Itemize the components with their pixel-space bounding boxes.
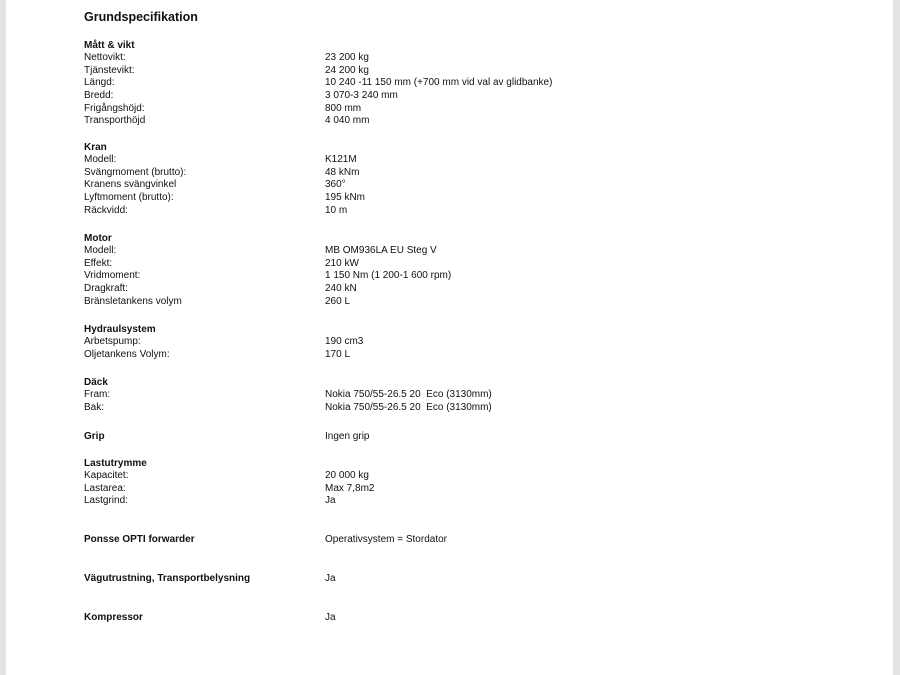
spec-row [84, 179, 884, 192]
spec-value: 3 070-3 240 mm [325, 90, 398, 102]
spec-value: Max 7,8m2 [325, 482, 375, 494]
section-ponsse-opti [84, 533, 884, 546]
spec-value: 210 kW [325, 257, 359, 269]
spec-row [84, 115, 884, 128]
spec-label: Transporthöjd [84, 115, 146, 127]
spec-row [84, 402, 884, 415]
spec-row [84, 296, 884, 309]
spec-label: Modell: [84, 245, 117, 256]
spec-value: Ja [325, 573, 336, 584]
spec-value: 800 mm [325, 102, 362, 114]
spec-label: Nettovikt: [84, 52, 126, 63]
spec-value: 170 L [325, 348, 351, 360]
spec-row [84, 167, 884, 180]
spec-value: K121M [325, 154, 357, 165]
spec-row [84, 258, 884, 271]
spec-row [84, 192, 884, 205]
spec-value: 48 kNm [325, 166, 360, 178]
spec-label: Längd: [84, 77, 115, 89]
spec-row [84, 245, 884, 258]
spec-value: 23 200 kg [325, 52, 369, 63]
spec-label: Kranens svängvinkel [84, 179, 177, 191]
section-matt-vikt [84, 39, 884, 128]
section-title: Kran [84, 142, 107, 153]
spec-label: Effekt: [84, 257, 113, 269]
spec-row [84, 336, 884, 349]
spec-value: 4 040 mm [325, 115, 370, 127]
spec-row [84, 495, 884, 508]
section-dack [84, 376, 884, 414]
spec-value: 190 cm3 [325, 336, 364, 347]
spec-value: 260 L [325, 295, 351, 307]
spec-label: Arbetspump: [84, 336, 141, 347]
spec-row [84, 90, 884, 103]
section-title: Motor [84, 233, 112, 244]
section-motor [84, 232, 884, 308]
spec-value: Nokia 750/55-26.5 20 Eco (3130mm) [325, 389, 492, 400]
section-title: Vägutrustning, Transportbelysning [84, 573, 251, 584]
spec-value: 1 150 Nm (1 200-1 600 rpm) [325, 270, 452, 282]
spec-row [84, 52, 884, 65]
spec-label: Lastarea: [84, 482, 126, 494]
section-grip [84, 430, 884, 443]
section-vagutrustning [84, 572, 884, 585]
spec-label: Bak: [84, 401, 105, 413]
spec-value: Ingen grip [325, 431, 370, 442]
spec-label: Bränsletankens volym [84, 295, 182, 307]
spec-row [84, 349, 884, 362]
spec-label: Modell: [84, 154, 117, 165]
section-title: Lastutrymme [84, 458, 147, 469]
section-title: Mått & vikt [84, 40, 135, 51]
spec-label: Tjänstevikt: [84, 64, 135, 76]
spec-label: Svängmoment (brutto): [84, 166, 187, 178]
spec-value: 24 200 kg [325, 64, 369, 76]
spec-label: Kapacitet: [84, 470, 129, 481]
spec-value: MB OM936LA EU Steg V [325, 245, 437, 256]
spec-value: 10 240 -11 150 mm (+700 mm vid val av glidbanke) [325, 77, 553, 89]
section-title: Kompressor [84, 612, 143, 623]
page-title: Grundspecifikation [84, 10, 198, 24]
spec-row [84, 65, 884, 78]
section-kran [84, 141, 884, 217]
spec-value: Nokia 750/55-26.5 20 Eco (3130mm) [325, 401, 492, 413]
section-title: Hydraulsystem [84, 324, 156, 335]
document-page [6, 0, 893, 675]
spec-value: 20 000 kg [325, 470, 369, 481]
spec-label: Räckvidd: [84, 204, 128, 216]
section-lastutrymme [84, 457, 884, 508]
section-title: Ponsse OPTI forwarder [84, 534, 195, 545]
spec-label: Lastgrind: [84, 495, 128, 507]
spec-row [84, 103, 884, 116]
spec-label: Oljetankens Volym: [84, 348, 170, 360]
spec-label: Fram: [84, 389, 111, 400]
spec-value: Ja [325, 612, 336, 623]
spec-row [84, 483, 884, 496]
spec-row [84, 283, 884, 296]
spec-value: 10 m [325, 204, 348, 216]
spec-value: Ja [325, 495, 336, 507]
spec-label: Frigångshöjd: [84, 102, 145, 114]
spec-value: 240 kN [325, 283, 357, 295]
spec-row [84, 154, 884, 167]
section-hydraulsystem [84, 323, 884, 361]
spec-value: 360° [325, 179, 346, 191]
spec-label: Vridmoment: [84, 270, 141, 282]
spec-label: Lyftmoment (brutto): [84, 192, 174, 204]
spec-value: Operativsystem = Stordator [325, 534, 447, 545]
section-title: Grip [84, 431, 105, 442]
section-title: Däck [84, 377, 108, 388]
spec-label: Dragkraft: [84, 283, 128, 295]
spec-row [84, 470, 884, 483]
spec-value: 195 kNm [325, 192, 366, 204]
spec-row [84, 389, 884, 402]
section-kompressor [84, 611, 884, 624]
spec-label: Bredd: [84, 90, 114, 102]
spec-row [84, 77, 884, 90]
spec-row [84, 270, 884, 283]
spec-row [84, 205, 884, 218]
